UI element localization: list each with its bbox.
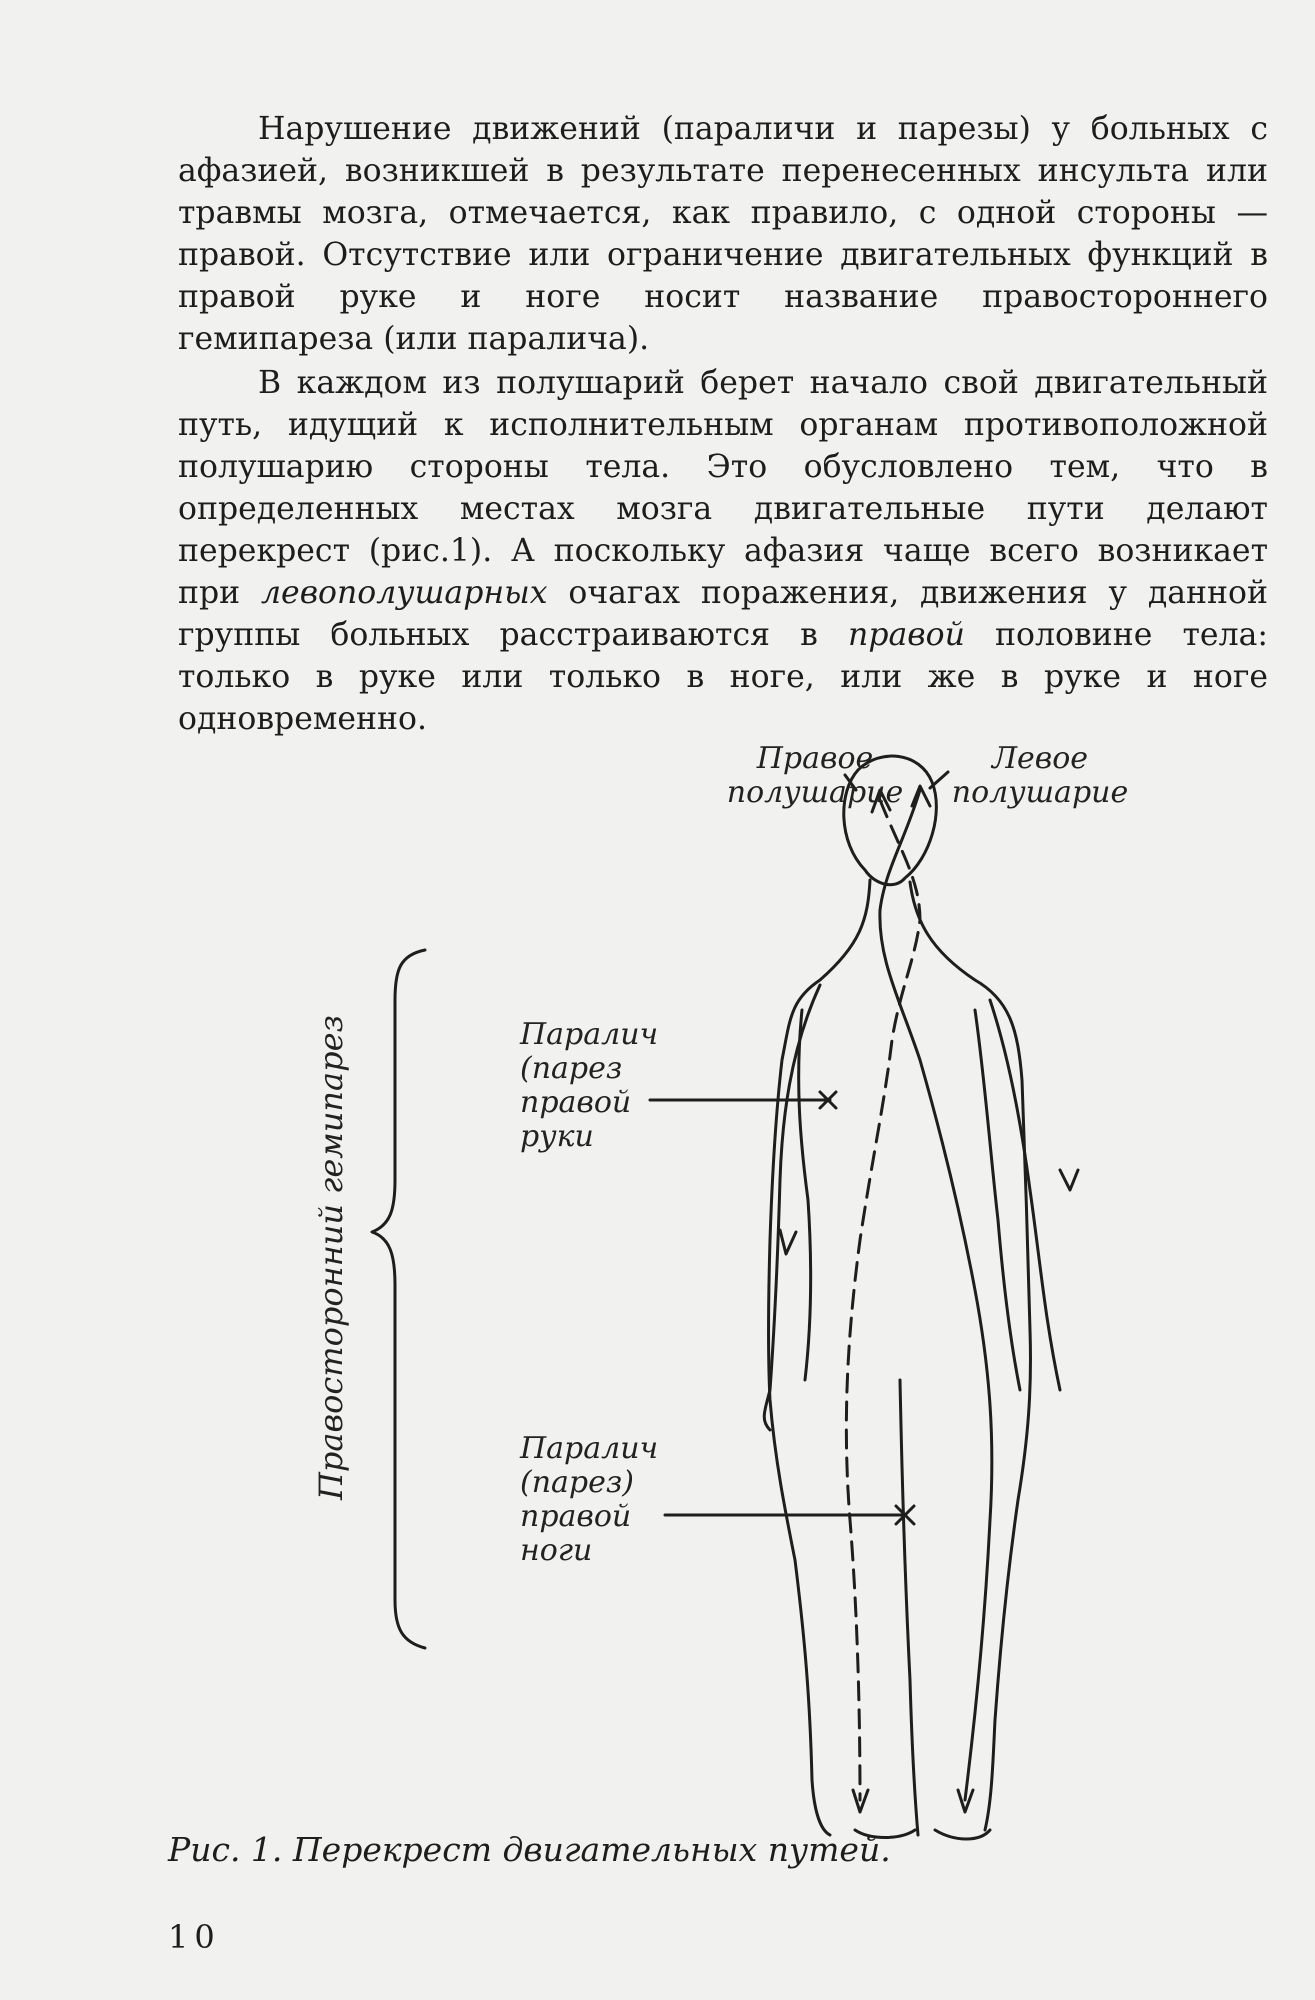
arm-paralysis-label [520,1018,740,1154]
page-number: 10 [168,1918,221,1956]
left-hemisphere-label-line-1: Левое [991,741,1089,776]
paragraph-2-part-c: очагах поражения, движения у данной группы больных расстраиваются в [178,575,1268,653]
leg-label-line-1: Паралич [520,1431,659,1466]
paragraph-2-part-e: половине тела: только в руке или только в ноге, или же в руке и ноге одновременно. [178,617,1268,737]
right-hemisphere-label [715,742,915,810]
motor-pathway-left [880,790,992,1800]
leg-label-line-2: (парез) [520,1465,634,1500]
hemiparesis-vertical-label: Правосторонний гемипарез [312,1015,350,1500]
arm-label-line-2: (парез [520,1051,623,1086]
arm-label-line-3: правой [520,1085,632,1120]
right-hemisphere-label-line-2: полушарие [726,775,904,810]
paragraph-1: Нарушение движений (параличи и парезы) у больных с афазией, возникшей в результате перенесенных инсульта или травмы мозга, отмечается, как правило, с одной стороны — правой. Отсутствие или ограничение двигательных функций в правой руке и ноге носит название правостороннего гемипареза (или паралича). [178,111,1268,357]
figure-legs [900,1380,918,1835]
left-hemisphere-label [940,742,1140,810]
left-hemisphere-label-line-2: полушарие [951,775,1129,810]
paragraph-2-part-a: В каждом из полушарий берет начало свой двигательный путь, идущий к исполнительным органам противоположной полушарию стороны тела. Это обусловлено тем, что в определенных местах мозга двигательные пути делают перекрест (рис.1). А поскольку афазия чаще всего возникает при [178,365,1268,611]
emphasis-left-hemisphere: левополушарных [261,575,548,611]
arm-label-line-1: Паралич [520,1017,659,1052]
emphasis-right: правой [848,617,965,653]
arm-label-line-4: руки [520,1119,594,1154]
figure-caption: Рис. 1. Перекрест двигательных путей. [168,1830,891,1869]
leg-label-line-3: правой [520,1499,632,1534]
figure-left-outline [769,880,871,1835]
hemiparesis-bracket [372,950,425,1648]
leg-label-line-4: ноги [520,1533,593,1568]
leg-paralysis-label [520,1432,740,1568]
right-hemisphere-label-line-1: Правое [756,741,874,776]
